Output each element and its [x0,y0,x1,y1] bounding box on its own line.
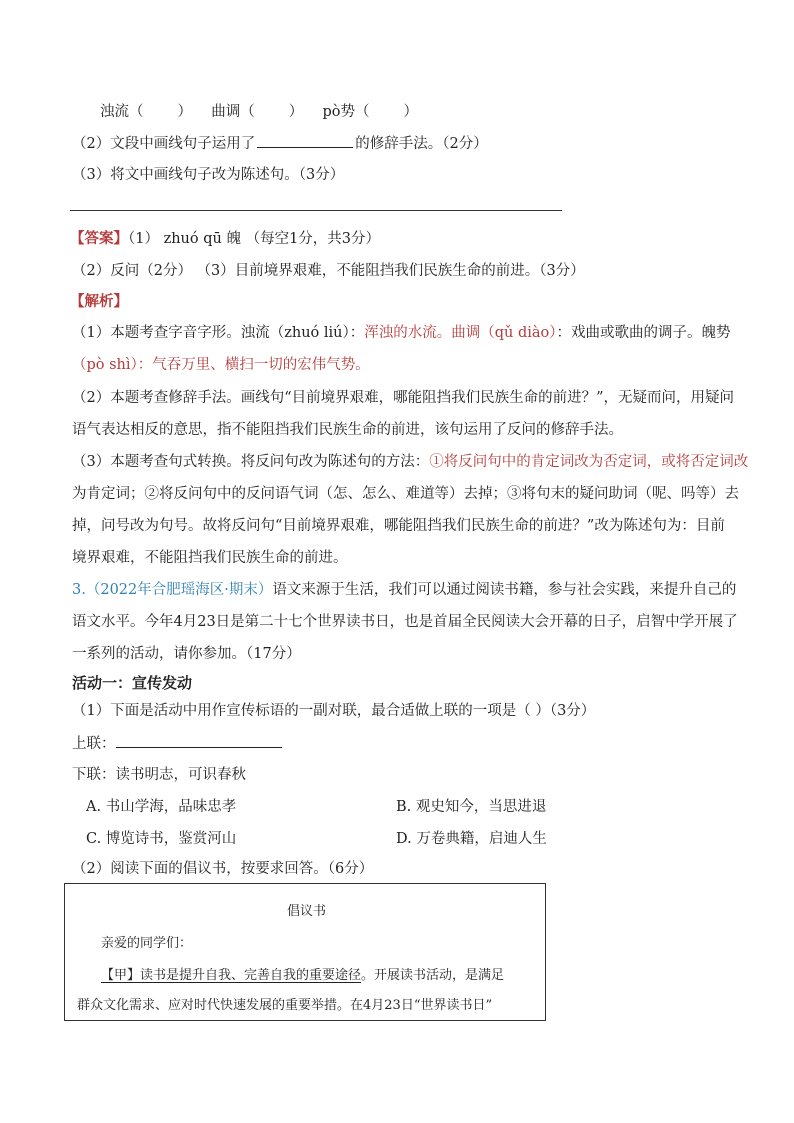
tag-jia: 【甲】 [101,968,141,983]
upper-label: 上联： [72,736,116,752]
prev-q2 [72,133,488,154]
analysis-tag [70,292,128,312]
upper-blank[interactable] [116,733,282,748]
proposal-greeting: 亲爱的同学们： [101,936,193,951]
q3-line3: 一系列的活动，请你参加。（17分） [72,646,301,662]
prev-q3: （3）将文中画线句子改为陈述句。（3分） [72,167,345,183]
analysis-p3c: 掉，问号改为句号。故将反问句“目前境界艰难，哪能阻挡我们民族生命的前进？”改为陈述句为：目前 [72,518,725,534]
paren-close: ） [288,104,304,120]
proposal-p2: 群众文化需求、应对时代快速发展的重要举措。在4月23日“世界读书日” [77,998,493,1013]
analysis-p3b: 为肯定词；②将反问句中的反问语气词（怎、怎么、难道等）去掉；③将句末的疑问助词（呢、吗等）去 [72,486,739,502]
q3-source: （2022年合肥瑶海区·期末） [85,582,273,598]
word-zhuoliu: 浊流（ [100,104,144,120]
q2-blank[interactable] [257,133,353,148]
word-qudiao: 曲调（ [211,104,255,120]
text-red: ①将反问句中的肯定词改为否定词，或将否定词改 [429,454,749,470]
option-b[interactable]: B. 观史知今，当思进退 [396,799,547,815]
answer-line1 [70,229,380,249]
analysis-p2b: 语气表达相反的意思，指不能阻挡我们民族生命的前进，该句运用了反问的修辞手法。 [72,422,623,438]
text: （1）本题考查字音字形。浊流（zhuó liú）： [72,325,365,341]
pinyin-line [100,102,418,122]
answer-line[interactable] [70,210,562,211]
option-c[interactable]: C. 博览诗书，鉴赏河山 [86,831,237,847]
analysis-p1b [72,355,370,375]
text: 语文来源于生活，我们可以通过阅读书籍，参与社会实践，来提升自己的 [272,582,737,598]
text: （3）本题考查句式转换。将反问句改为陈述句的方法： [72,454,430,470]
proposal-box [64,883,546,1021]
answer-line2: （2）反问（2分） （3）目前境界艰难，不能阻挡我们民族生命的前进。（3分） [72,263,585,279]
q3-s2: （2）阅读下面的倡议书，按要求回答。（6分） [72,861,374,877]
text-red: （pò shì） [72,357,138,373]
q2-text-end: 的修辞手法。（2分） [355,136,488,152]
proposal-p1 [101,964,504,983]
analysis-p2a: （2）本题考查修辞手法。画线句“目前境界艰难，哪能阻挡我们民族生命的前进？”，无疑而问，用疑问 [72,390,735,406]
underlined-sentence: 读书是提升自我、完善自我的重要途径 [140,968,362,983]
analysis-tag-text: 【解析】 [70,294,128,310]
q3-s1: （1）下面是活动中用作宣传标语的一副对联，最合适做上联的一项是（ ）（3分） [72,703,596,719]
analysis-p1a [72,323,731,343]
paren-close: ） [177,104,192,120]
q3-line2: 语文水平。今年4月23日是第二十七个世界读书日，也是首届全民阅读大会开幕的日子，启智中学开展了 [72,614,738,630]
analysis-p3a [72,452,748,472]
text-red: 浑浊的水流。曲调（qǔ diào） [364,325,557,341]
option-d[interactable]: D. 万卷典籍，启迪人生 [396,831,547,847]
upper-couplet [72,733,282,754]
text: ：戏曲或歌曲的调子。魄势 [556,325,731,341]
proposal-title: 倡议书 [287,904,327,919]
answer-tag: 【答案】 [70,231,128,247]
q2-text: （2）文段中画线句子运用了 [72,136,256,152]
text-red: ：气吞万里、横扫一切的宏伟气势。 [137,357,370,373]
word-poshi: pò势（ [322,104,370,120]
q3-number: 3. [72,582,86,598]
lower-couplet: 下联：读书明志，可识春秋 [72,767,246,783]
q3-line1 [72,580,736,600]
text: 。开展读书活动，是满足 [361,968,505,983]
analysis-p3d: 境界艰难，不能阻挡我们民族生命的前进。 [72,550,348,566]
paren-close: ） [403,104,418,120]
option-a[interactable]: A. 书山学海，品味忠孝 [86,799,237,815]
answer-1: （1） zhuó qū 魄 （每空1分，共3分） [128,231,381,247]
activity1-heading: 活动一：宣传发动 [72,674,193,692]
